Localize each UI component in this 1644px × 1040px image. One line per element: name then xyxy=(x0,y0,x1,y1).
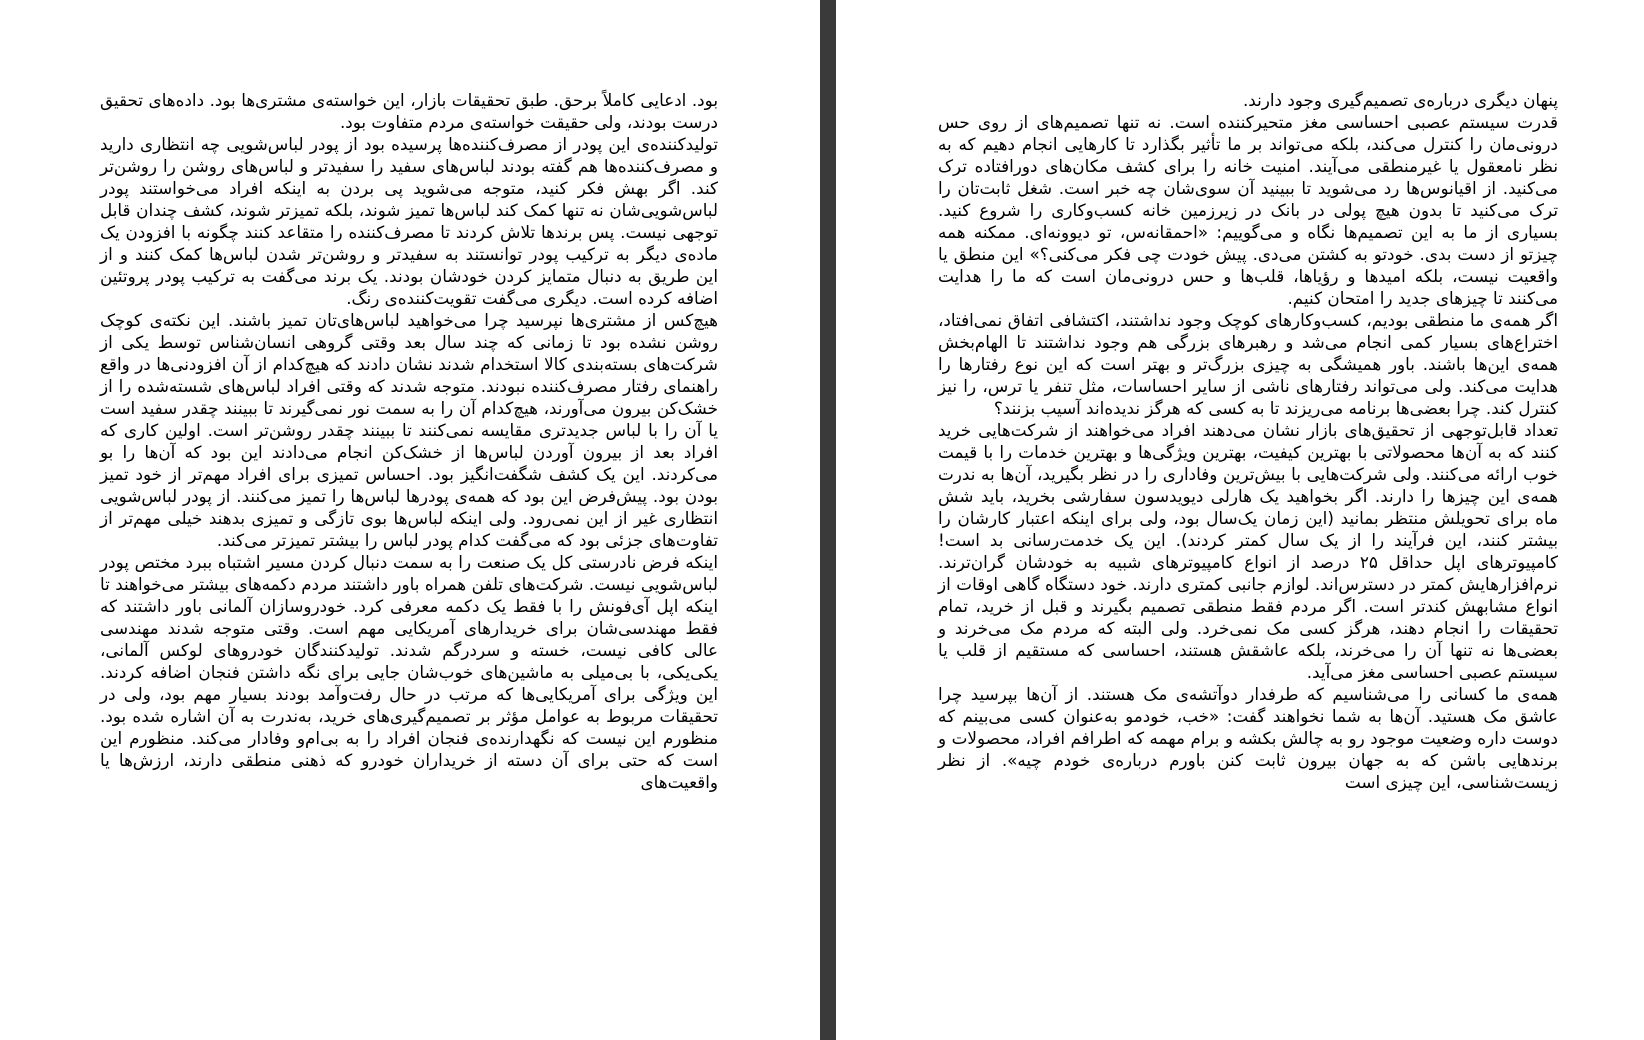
paragraph: بود. ادعایی کاملاً برحق. طبق تحقیقات بازار، این خواسته‌ی مشتری‌ها بود. داده‌های تحقیق درست بودند، ولی حقیقت خواسته‌ی مردم متفاوت بود. xyxy=(100,90,718,132)
right-page-text xyxy=(938,89,1558,793)
paragraph: هیچ‌کس از مشتری‌ها نپرسید چرا می‌خواهید لباس‌های‌تان تمیز باشند. این نکته‌ی کوچک روشن نشده بود تا زمانی که چند سال بعد وقتی گروهی انسان‌شناس توسط یکی از شرکت‌های بسته‌بندی کالا استخدام شدند نشان دادند که هیچ‌کدام از آن افزودنی‌ها در واقع راهنمای رفتار مصرف‌کننده نبودند. متوجه شدند که وقتی افراد لباس‌های شسته‌شده را از خشک‌کن بیرون می‌آورند، هیچ‌کدام آن را به سمت نور نمی‌گیرند تا ببینند چقدر سفید است یا آن را با لباس جدیدتری مقایسه نمی‌کنند تا ببینند چقدر روشن‌تر است. اولین کاری که افراد بعد از بیرون آوردن لباس‌ها از خشک‌کن انجام می‌دادند این بود که آن‌ها را بو می‌کردند. این یک کشف شگفت‌انگیز بود. احساس تمیزی برای افراد مهم‌تر از خود تمیز بودن بود. پیش‌فرض این بود که همه‌ی پودرها لباس‌ها را تمیز می‌کنند. از پودر لباس‌شویی انتظاری غیر از این نمی‌رود. ولی اینکه لباس‌ها بوی تازگی و تمیزی بدهند خیلی مهم‌تر از تفاوت‌های جزئی بود که می‌گفت کدام پودر لباس را بیشتر تمیزتر می‌کند. xyxy=(100,310,718,550)
paragraph: تولیدکننده‌ی این پودر از مصرف‌کننده‌ها پرسیده بود از پودر لباس‌شویی چه انتظاری دارید و مصرف‌کننده‌ها هم گفته بودند لباس‌های سفید را سفیدتر و لباس‌های روشن را روشن‌تر کند. اگر بهش فکر کنید، متوجه می‌شوید پی بردن به اینکه افراد می‌خواستند پودر لباس‌شویی‌شان نه تنها کمک کند لباس‌ها تمیز شوند، بلکه تمیزتر شوند، کشف چندان قابل توجهی نیست. پس برندها تلاش کردند تا مصرف‌کننده را متقاعد کنند چگونه با افزودن یک ماده‌ی دیگر به ترکیب پودر توانستند به سفیدتر و روشن‌تر شدن لباس‌ها کمک کنند و از این طریق به دنبال متمایز کردن خودشان بودند. یک برند می‌گفت به ترکیب پودر پروتئین اضافه کرده است. دیگری می‌گفت تقویت‌کننده‌ی رنگ. xyxy=(100,134,718,308)
paragraph: پنهان دیگری درباره‌ی تصمیم‌گیری وجود دارند. xyxy=(1242,90,1558,110)
paragraph: تعداد قابل‌توجهی از تحقیق‌های بازار نشان می‌دهند افراد می‌خواهند از شرکت‌هایی خرید کنند که به آن‌ها محصولاتی با بهترین کیفیت، بهترین ویژگی‌ها و بهترین خدمات را با قیمت خوب ارائه می‌کنند. ولی شرکت‌هایی با بیش‌ترین وفاداری را در نظر بگیرید، آن‌ها به ندرت همه‌ی این چیزها را دارند. اگر بخواهید یک هارلی دیویدسون سفارشی بخرید، باید شش ماه برای تحویلش منتظر بمانید (این زمان یک‌سال بود، ولی برای اینکه اعتبار کارشان را بیشتر کنند، این فرآیند را از یک سال کمتر کردند). این یک خدمت‌رسانی بد است! کامپیوترهای اپل حداقل ۲۵ درصد از انواع کامپیوترهای شبیه به خودشان گران‌ترند. نرم‌افزارهایش کمتر در دسترس‌اند. لوازم جانبی کمتری دارند. خود دستگاه گاهی اوقات از انواع مشابهش کندتر است. اگر مردم فقط منطقی تصمیم بگیرند و قبل از خرید، تمام تحقیقات را انجام دهند، هرگز کسی مک نمی‌خرد. ولی البته که مردم مک می‌خرند و بعضی‌ها نه تنها آن را می‌خرند، بلکه عاشقش هستند، احساسی که مستقیم از قلب یا سیستم عصبی احساسی مغز می‌آید. xyxy=(938,420,1558,682)
left-page xyxy=(0,0,820,1040)
paragraph: قدرت سیستم عصبی احساسی مغز متحیرکننده است. نه تنها تصمیم‌های از روی حس درونی‌مان را کنترل می‌کند، بلکه می‌تواند بر ما تأثیر بگذارد تا کارهایی انجام دهیم که به نظر نامعقول یا غیرمنطقی می‌آیند. امنیت خانه را برای کشف مکان‌های دورافتاده ترک می‌کنید. از اقیانوس‌ها رد می‌شوید تا ببینید آن سوی‌شان چه خبر است. شغل ثابت‌تان را ترک می‌کنید تا بدون هیچ پولی در بانک در زیرزمین خانه کسب‌وکاری را شروع کنید. بسیاری از ما به این تصمیم‌ها نگاه و می‌گوییم: «احمقانه‌س، تو دیوونه‌ای. ممکنه همه چیزتو از دست بدی. خودتو به کشتن می‌دی. پیش خودت چی فکر می‌کنی؟» این منطق یا واقعیت نیست، بلکه امیدها و رؤیاها، قلب‌ها و حس درونی‌مان است که ما را هدایت می‌کنند تا چیزهای جدید را امتحان کنیم. xyxy=(938,112,1558,308)
paragraph: اینکه فرض نادرستی کل یک صنعت را به سمت دنبال کردن مسیر اشتباه ببرد مختص پودر لباس‌شویی نیست. شرکت‌های تلفن همراه باور داشتند مردم دکمه‌های بیشتر می‌خواهند تا اینکه اپل آی‌فونش را با فقط یک دکمه معرفی کرد. خودروسازان آلمانی باور داشتند که فقط مهندسی‌شان برای خریدارهای آمریکایی مهم است. وقتی متوجه شدند مهندسی عالی کافی نیست، خسته و سردرگم شدند. تولیدکنندگان خودروهای لوکس آلمانی، یکی‌یکی، با بی‌میلی به ماشین‌های خوب‌شان جایی برای نگه داشتن فنجان اضافه کردند. این ویژگی برای آمریکایی‌ها که مرتب در حال رفت‌وآمد بودند بسیار مهم بود، ولی در تحقیقات مربوط به عوامل مؤثر بر تصمیم‌گیری‌های خرید، به‌ندرت به آن اشاره شده بود. منظورم این نیست که نگهدارنده‌ی فنجان افراد را به بی‌ام‌و وفادار می‌کند. منظورم این است که حتی برای آن دسته از خریداران خودرو که ذهنی منطقی دارند، ارزش‌ها یا واقعیت‌های xyxy=(100,552,718,792)
page-divider xyxy=(820,0,836,1040)
left-page-text xyxy=(100,89,718,793)
paragraph: اگر همه‌ی ما منطقی بودیم، کسب‌وکارهای کوچک وجود نداشتند، اکتشافی اتفاق نمی‌افتاد، اختراع‌های بسیار کمی انجام می‌شد و رهبرهای بزرگی هم وجود نداشتند تا الهام‌بخش همه‌ی این‌ها باشند. باور همیشگی به چیزی بزرگ‌تر و بهتر است که این نوع رفتارها را هدایت می‌کند. ولی می‌تواند رفتارهای ناشی از سایر احساسات، مثل تنفر یا ترس، را نیز کنترل کند. چرا بعضی‌ها برنامه می‌ریزند تا به کسی که هرگز ندیده‌اند آسیب بزنند؟ xyxy=(938,310,1558,418)
right-page xyxy=(836,0,1644,1040)
paragraph: همه‌ی ما کسانی را می‌شناسیم که طرفدار دوآتشه‌ی مک هستند. از آن‌ها بپرسید چرا عاشق مک هستید. آن‌ها به شما نخواهند گفت: «خب، خودمو به‌عنوان کسی می‌بینم که دوست داره وضعیت موجود رو به چالش بکشه و برام مهمه که اطرافم افراد، محصولات و برندهایی باشن که به جهان بیرون ثابت کنن باورم درباره‌ی خودم چیه». از نظر زیست‌شناسی، این چیزی است xyxy=(938,684,1558,792)
